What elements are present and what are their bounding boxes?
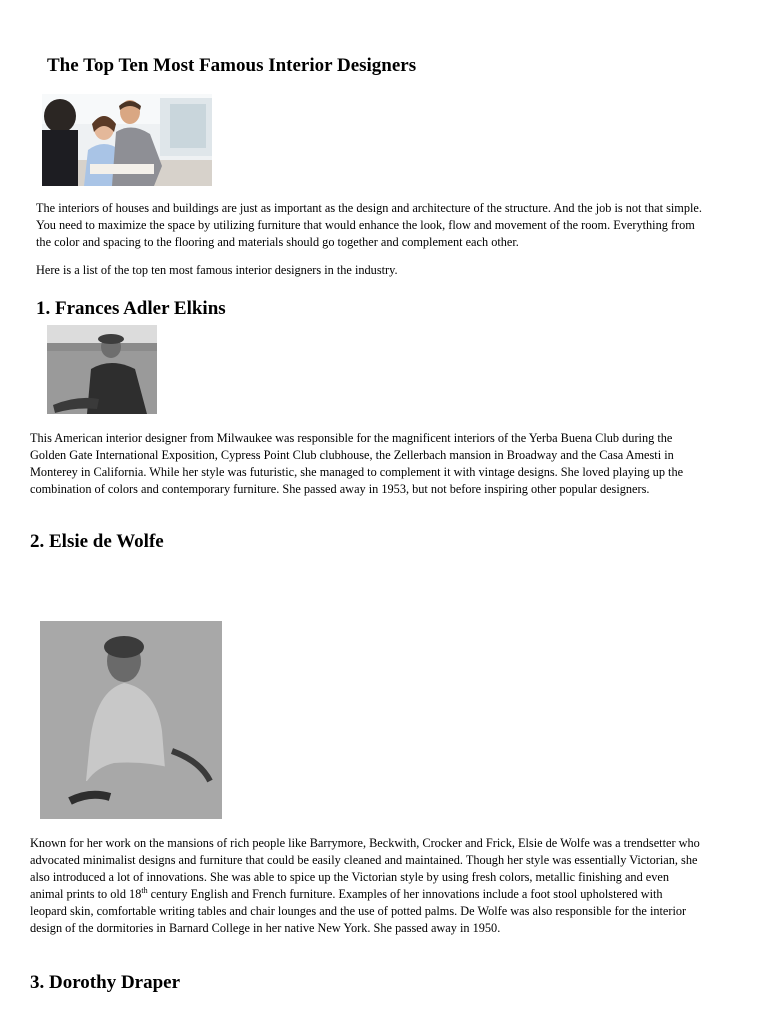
frances-adler-elkins-photo (47, 325, 157, 414)
elsie-de-wolfe-photo (40, 621, 222, 819)
de-wolfe-text-part2: century English and French furniture. Examples of her innovations include a foot stool upholstered with leopard skin, comfortable writing tables and chair lounges and the use of potted palms. De Wolfe was also responsible for the interior design of the dormitories in Barnard College in her native New York. She passed away in 1950. (30, 887, 687, 935)
designers-meeting-photo (42, 94, 212, 186)
intro-text: The interiors of houses and buildings are just as important as the design and architecture of the structure. And the job is not that simple. You need to maximize the space by utilizing furniture that would enhance the look, flow and movement of the room. Everything from the color and spacing to the flooring and materials should go together and complement each other. (36, 201, 702, 249)
intro-lead-text: Here is a list of the top ten most famous interior designers in the industry. (36, 263, 398, 277)
de-wolfe-paragraph (30, 835, 700, 937)
intro-paragraph (36, 200, 708, 251)
de-wolfe-text (30, 835, 700, 937)
elkins-text: This American interior designer from Milwaukee was responsible for the magnificent interiors of the Yerba Buena Club during the Golden Gate International Exposition, Cypress Point Club clubhouse, the Zellerbach mansion in Broadway and the Casa Amesti in Monterey in California. While her style was futuristic, she managed to complement it with vintage designs. She loved playing up the combination of colors and contemporary furniture. She passed away in 1953, but not before inspiring other popular designers. (30, 431, 684, 496)
ordinal-suffix: th (141, 885, 148, 895)
section-heading-de-wolfe: 2. Elsie de Wolfe (30, 531, 164, 552)
elkins-paragraph (30, 430, 700, 498)
section-heading-draper: 3. Dorothy Draper (30, 972, 181, 993)
page-title: The Top Ten Most Famous Interior Designers (47, 55, 417, 76)
de-wolfe-text-part1: Known for her work on the mansions of rich people like Barrymore, Beckwith, Crocker and Frick, Elsie de Wolfe was a trendsetter who advocated minimalist designs and furniture that could be easily cleaned and maintained. Though her style was essentially Victorian, she also introduced a lot of innovations. She was able to spice up the Victorian style by using fresh colors, metallic finishing and even animal prints to old 18 (30, 836, 700, 901)
section-heading-elkins: 1. Frances Adler Elkins (36, 298, 226, 319)
intro-list-lead (36, 262, 708, 279)
